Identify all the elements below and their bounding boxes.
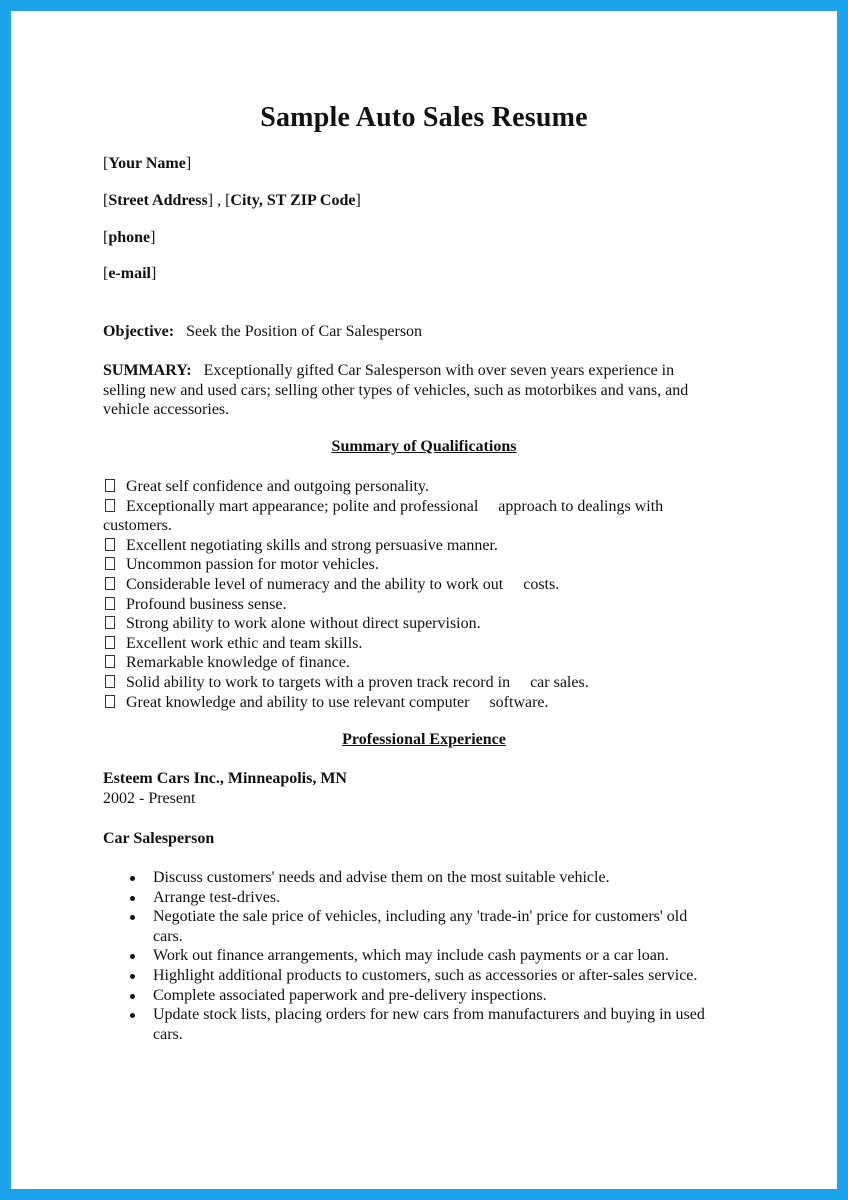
checkbox-bullet-icon — [105, 499, 115, 512]
list-item — [130, 907, 770, 927]
summary-text: Exceptionally gifted Car Salesperson with over seven years experience in — [203, 362, 675, 379]
bullet-icon — [130, 974, 135, 979]
list-item — [103, 555, 743, 575]
address-placeholder: Street Address — [108, 192, 208, 209]
checkbox-bullet-icon — [105, 597, 115, 610]
checkbox-bullet-icon — [105, 538, 115, 551]
list-item — [130, 986, 770, 1006]
bullet-icon — [130, 915, 135, 920]
email-placeholder: e-mail — [108, 265, 151, 282]
qualification-text: Strong ability to work alone without direct supervision. — [126, 615, 481, 633]
list-item — [103, 516, 743, 536]
checkbox-bullet-icon — [105, 636, 115, 649]
list-item — [103, 595, 743, 615]
contact-address: [Street Address] , [City, ST ZIP Code] — [103, 192, 361, 209]
list-item — [103, 653, 743, 673]
qualification-text: Considerable level of numeracy and the ability to work out costs. — [126, 575, 560, 593]
qualification-text: Remarkable knowledge of finance. — [126, 654, 350, 672]
duty-text: Discuss customers' needs and advise them on the most suitable vehicle. — [153, 869, 610, 886]
qualification-text: Solid ability to work to targets with a proven track record in car sales. — [126, 673, 589, 691]
contact-phone: [phone] — [103, 229, 156, 246]
contact-email: [e-mail] — [103, 265, 157, 282]
summary-label: SUMMARY: — [103, 362, 192, 379]
duty-text: cars. — [153, 927, 183, 945]
list-item — [130, 946, 770, 966]
duty-text: Highlight additional products to customers, such as accessories or after-sales service. — [153, 966, 698, 984]
list-item — [130, 868, 770, 888]
qualification-text: Profound business sense. — [126, 595, 287, 613]
list-item — [103, 634, 743, 654]
list-item — [103, 477, 743, 497]
experience-heading: Professional Experience — [342, 731, 506, 748]
checkbox-bullet-icon — [105, 557, 115, 570]
checkbox-bullet-icon — [105, 479, 115, 492]
qualifications-list — [103, 477, 743, 712]
list-item — [103, 536, 743, 556]
checkbox-bullet-icon — [105, 675, 115, 688]
qualification-text: Excellent work ethic and team skills. — [126, 634, 363, 652]
duty-text: Work out finance arrangements, which may include cash payments or a car loan. — [153, 947, 669, 965]
objective-label: Objective: — [103, 323, 175, 340]
list-item — [130, 966, 770, 986]
qualification-text: customers. — [103, 517, 172, 535]
bullet-icon — [130, 896, 135, 901]
qualification-text: Uncommon passion for motor vehicles. — [126, 556, 379, 574]
duty-text: Complete associated paperwork and pre-delivery inspections. — [153, 986, 547, 1004]
summary-line — [103, 361, 763, 381]
qualification-text: Excellent negotiating skills and strong persuasive manner. — [126, 536, 498, 554]
list-item — [130, 1025, 770, 1045]
position-title: Car Salesperson — [103, 830, 215, 847]
summary-line: vehicle accessories. — [103, 401, 230, 418]
duty-text: Negotiate the sale price of vehicles, including any 'trade-in' price for customers' old — [153, 908, 688, 926]
company-name: Esteem Cars Inc., Minneapolis, MN — [103, 770, 347, 787]
bullet-icon — [130, 994, 135, 999]
qualification-text: Great self confidence and outgoing personality. — [126, 478, 429, 495]
duty-text: cars. — [153, 1025, 183, 1043]
bullet-icon — [130, 876, 135, 881]
city-placeholder: City, ST ZIP Code — [230, 192, 356, 209]
checkbox-bullet-icon — [105, 616, 115, 629]
checkbox-bullet-icon — [105, 695, 115, 708]
list-item — [103, 614, 743, 634]
duty-text: Update stock lists, placing orders for new cars from manufacturers and buying in used — [153, 1006, 705, 1024]
list-item — [103, 575, 743, 595]
list-item — [130, 1005, 770, 1025]
contact-name: [Your Name] — [103, 155, 192, 172]
qualifications-heading: Summary of Qualifications — [331, 438, 517, 455]
checkbox-bullet-icon — [105, 655, 115, 668]
checkbox-bullet-icon — [105, 577, 115, 590]
summary — [103, 361, 763, 420]
bullet-icon — [130, 954, 135, 959]
objective-text: Seek the Position of Car Salesperson — [186, 323, 423, 340]
qualification-text: Exceptionally mart appearance; polite and professional approach to dealings with — [126, 497, 664, 515]
summary-line: selling new and used cars; selling other types of vehicles, such as motorbikes and vans, and — [103, 381, 689, 399]
name-placeholder: Your Name — [108, 155, 186, 172]
list-item — [103, 693, 743, 713]
phone-placeholder: phone — [108, 229, 151, 246]
list-item — [103, 497, 743, 517]
bullet-icon — [130, 1013, 135, 1018]
duty-text: Arrange test-drives. — [153, 888, 281, 906]
list-item — [103, 673, 743, 693]
list-item — [130, 927, 770, 947]
resume-title: Sample Auto Sales Resume — [260, 102, 588, 133]
employment-dates: 2002 - Present — [103, 790, 196, 807]
list-item — [130, 888, 770, 908]
objective — [103, 322, 763, 342]
duties-list — [130, 868, 770, 1044]
qualification-text: Great knowledge and ability to use relevant computer software. — [126, 693, 549, 711]
